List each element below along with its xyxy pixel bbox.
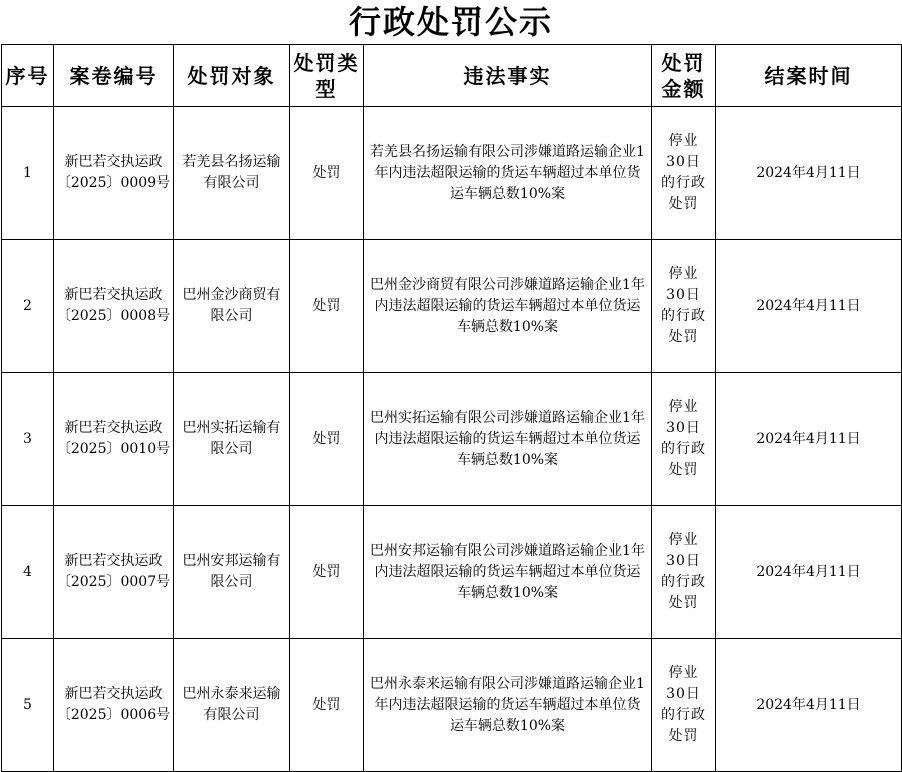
cell-facts: 巴州安邦运输有限公司涉嫌道路运输企业1年内违法超限运输的货运车辆超过本单位货运车辆总数10%案 — [364, 506, 652, 639]
table-row — [2, 240, 902, 373]
header-facts: 违法事实 — [364, 45, 652, 107]
cell-case-no: 新巴若交执运政〔2025〕0008号 — [54, 240, 174, 373]
cell-type: 处罚 — [290, 373, 364, 506]
cell-case-no: 新巴若交执运政〔2025〕0009号 — [54, 107, 174, 240]
cell-target: 巴州实拓运输有限公司 — [174, 373, 290, 506]
cell-seq: 2 — [2, 240, 54, 373]
table-row — [2, 373, 902, 506]
cell-type: 处罚 — [290, 506, 364, 639]
header-amount: 处罚金额 — [652, 45, 716, 107]
cell-amount: 停业 30日 的行政处罚 — [652, 506, 716, 639]
cell-facts: 巴州金沙商贸有限公司涉嫌道路运输企业1年内违法超限运输的货运车辆超过本单位货运车辆总数10%案 — [364, 240, 652, 373]
cell-target: 巴州金沙商贸有限公司 — [174, 240, 290, 373]
cell-seq: 5 — [2, 639, 54, 772]
table-row — [2, 506, 902, 639]
cell-facts: 巴州永泰来运输有限公司涉嫌道路运输企业1年内违法超限运输的货运车辆超过本单位货运车辆总数10%案 — [364, 639, 652, 772]
cell-amount: 停业 30日 的行政处罚 — [652, 639, 716, 772]
cell-facts: 巴州实拓运输有限公司涉嫌道路运输企业1年内违法超限运输的货运车辆超过本单位货运车辆总数10%案 — [364, 373, 652, 506]
header-target: 处罚对象 — [174, 45, 290, 107]
table-row — [2, 107, 902, 240]
cell-closing: 2024年4月11日 — [716, 639, 902, 772]
cell-amount: 停业 30日 的行政处罚 — [652, 107, 716, 240]
header-seq: 序号 — [2, 45, 54, 107]
cell-type: 处罚 — [290, 107, 364, 240]
header-case-no: 案卷编号 — [54, 45, 174, 107]
cell-seq: 3 — [2, 373, 54, 506]
cell-closing: 2024年4月11日 — [716, 373, 902, 506]
cell-case-no: 新巴若交执运政〔2025〕0010号 — [54, 373, 174, 506]
cell-closing: 2024年4月11日 — [716, 107, 902, 240]
cell-case-no: 新巴若交执运政〔2025〕0006号 — [54, 639, 174, 772]
cell-closing: 2024年4月11日 — [716, 240, 902, 373]
table-row — [2, 639, 902, 772]
cell-target: 若羌县名扬运输有限公司 — [174, 107, 290, 240]
cell-amount: 停业 30日 的行政处罚 — [652, 240, 716, 373]
cell-amount: 停业 30日 的行政处罚 — [652, 373, 716, 506]
cell-type: 处罚 — [290, 639, 364, 772]
cell-case-no: 新巴若交执运政〔2025〕0007号 — [54, 506, 174, 639]
cell-target: 巴州安邦运输有限公司 — [174, 506, 290, 639]
cell-type: 处罚 — [290, 240, 364, 373]
cell-target: 巴州永泰来运输有限公司 — [174, 639, 290, 772]
page-title: 行政处罚公示 — [348, 3, 553, 41]
cell-seq: 4 — [2, 506, 54, 639]
cell-seq: 1 — [2, 107, 54, 240]
header-type: 处罚类型 — [290, 45, 364, 107]
table-header-row — [2, 45, 902, 107]
cell-facts: 若羌县名扬运输有限公司涉嫌道路运输企业1年内违法超限运输的货运车辆超过本单位货运车辆总数10%案 — [364, 107, 652, 240]
cell-closing: 2024年4月11日 — [716, 506, 902, 639]
penalty-table — [1, 44, 902, 772]
header-closing: 结案时间 — [716, 45, 902, 107]
